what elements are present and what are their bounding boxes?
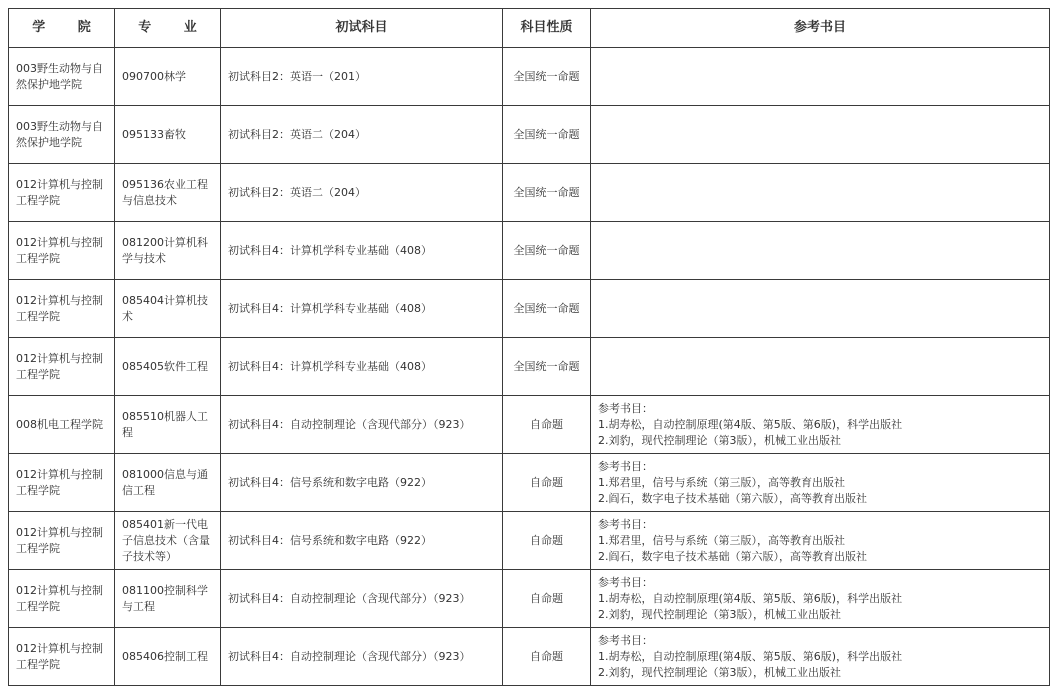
reference-books-cell [591,222,1050,280]
reference-books-cell [591,512,1050,570]
exam-subject-cell: 初试科目2：英语二（204） [221,106,503,164]
college-cell: 012计算机与控制工程学院 [9,164,115,222]
exam-subject-cell: 初试科目2：英语一（201） [221,48,503,106]
college-cell: 012计算机与控制工程学院 [9,222,115,280]
reference-book-line: 1.胡寿松，自动控制原理(第4版、第5版、第6版)，科学出版社 [598,417,903,431]
table-row [9,512,1050,570]
exam-subject-cell: 初试科目4：计算机学科专业基础（408） [221,222,503,280]
subject-nature-cell: 全国统一命题 [503,338,591,396]
major-cell: 085404计算机技术 [115,280,221,338]
header-major: 专 业 [115,9,221,48]
subject-nature-cell: 自命题 [503,512,591,570]
exam-subject-cell: 初试科目4：信号系统和数字电路（922） [221,454,503,512]
table-row [9,280,1050,338]
major-cell: 081100控制科学与工程 [115,570,221,628]
reference-book-line: 1.郑君里，信号与系统（第三版），高等教育出版社 [598,475,845,489]
reference-books-cell [591,164,1050,222]
exam-subject-cell: 初试科目4：计算机学科专业基础（408） [221,280,503,338]
college-cell: 003野生动物与自然保护地学院 [9,106,115,164]
table-row [9,570,1050,628]
subject-nature-cell: 全国统一命题 [503,164,591,222]
table-row [9,106,1050,164]
subject-nature-cell: 全国统一命题 [503,280,591,338]
exam-subject-cell: 初试科目4：自动控制理论（含现代部分）（923） [221,628,503,686]
major-cell: 095133畜牧 [115,106,221,164]
reference-books-cell [591,48,1050,106]
subject-nature-cell: 自命题 [503,396,591,454]
table-row [9,338,1050,396]
college-cell: 008机电工程学院 [9,396,115,454]
reference-book-line: 2.刘豹，现代控制理论（第3版），机械工业出版社 [598,433,841,447]
exam-subject-cell: 初试科目4：计算机学科专业基础（408） [221,338,503,396]
subject-nature-cell: 自命题 [503,570,591,628]
exam-subject-cell: 初试科目2：英语二（204） [221,164,503,222]
reference-book-line: 2.阎石，数字电子技术基础（第六版），高等教育出版社 [598,549,867,563]
exam-subject-cell: 初试科目4：信号系统和数字电路（922） [221,512,503,570]
subject-nature-cell: 自命题 [503,628,591,686]
major-cell: 085406控制工程 [115,628,221,686]
exam-subject-cell: 初试科目4：自动控制理论（含现代部分）（923） [221,570,503,628]
subject-nature-cell: 自命题 [503,454,591,512]
reference-books-cell [591,454,1050,512]
reference-book-line: 1.郑君里，信号与系统（第三版），高等教育出版社 [598,533,845,547]
subject-nature-cell: 全国统一命题 [503,222,591,280]
reference-book-line: 1.胡寿松，自动控制原理(第4版、第5版、第6版)，科学出版社 [598,649,903,663]
table-row [9,628,1050,686]
reference-books-cell [591,628,1050,686]
college-cell: 012计算机与控制工程学院 [9,280,115,338]
major-cell: 085405软件工程 [115,338,221,396]
reference-book-line: 参考书目： [598,633,653,647]
reference-book-line: 2.刘豹，现代控制理论（第3版），机械工业出版社 [598,607,841,621]
major-cell: 095136农业工程与信息技术 [115,164,221,222]
reference-books-cell [591,396,1050,454]
table-row [9,222,1050,280]
subject-nature-cell: 全国统一命题 [503,48,591,106]
major-cell: 085401新一代电子信息技术（含量子技术等） [115,512,221,570]
header-exam: 初试科目 [221,9,503,48]
college-cell: 003野生动物与自然保护地学院 [9,48,115,106]
header-row [9,9,1050,48]
header-nature: 科目性质 [503,9,591,48]
major-cell: 090700林学 [115,48,221,106]
subject-nature-cell: 全国统一命题 [503,106,591,164]
reference-book-line: 参考书目： [598,575,653,589]
major-cell: 085510机器人工程 [115,396,221,454]
table-row [9,48,1050,106]
table-row [9,454,1050,512]
reference-book-line: 1.胡寿松，自动控制原理(第4版、第5版、第6版)，科学出版社 [598,591,903,605]
college-cell: 012计算机与控制工程学院 [9,338,115,396]
header-books: 参考书目 [591,9,1050,48]
major-cell: 081000信息与通信工程 [115,454,221,512]
exam-subjects-table [8,8,1050,686]
table-row [9,396,1050,454]
college-cell: 012计算机与控制工程学院 [9,512,115,570]
table-row [9,164,1050,222]
reference-book-line: 2.阎石，数字电子技术基础（第六版），高等教育出版社 [598,491,867,505]
reference-book-line: 参考书目： [598,401,653,415]
reference-book-line: 参考书目： [598,517,653,531]
college-cell: 012计算机与控制工程学院 [9,454,115,512]
reference-books-cell [591,106,1050,164]
reference-books-cell [591,570,1050,628]
exam-subject-cell: 初试科目4：自动控制理论（含现代部分）（923） [221,396,503,454]
reference-books-cell [591,338,1050,396]
reference-books-cell [591,280,1050,338]
reference-book-line: 参考书目： [598,459,653,473]
college-cell: 012计算机与控制工程学院 [9,628,115,686]
major-cell: 081200计算机科学与技术 [115,222,221,280]
reference-book-line: 2.刘豹，现代控制理论（第3版），机械工业出版社 [598,665,841,679]
table-body [9,48,1050,686]
college-cell: 012计算机与控制工程学院 [9,570,115,628]
header-college: 学 院 [9,9,115,48]
